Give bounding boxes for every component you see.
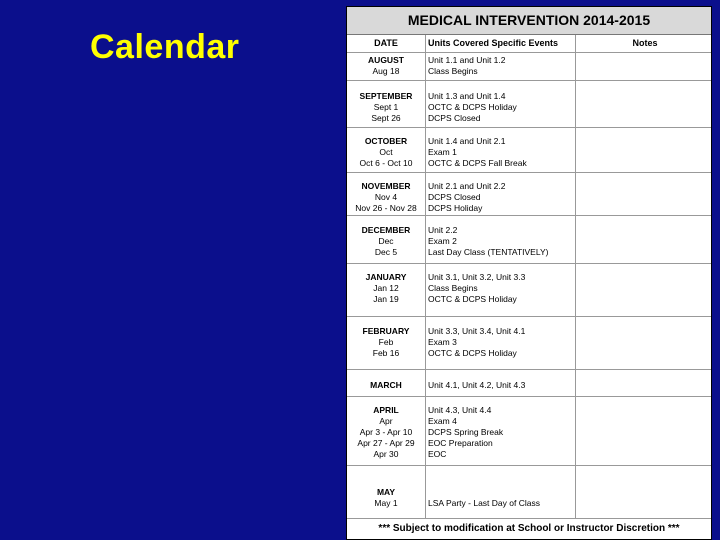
unit-event-cell: OCTC & DCPS Fall Break <box>428 158 527 168</box>
slide-title: Calendar <box>90 28 240 66</box>
unit-event-cell: Class Begins <box>428 283 478 293</box>
header-divider <box>347 52 711 53</box>
unit-event-cell: Class Begins <box>428 66 478 76</box>
date-cell: Apr <box>379 416 393 426</box>
date-cell: Apr 27 - Apr 29 <box>357 438 415 448</box>
month-label: MAY <box>376 487 396 497</box>
disclaimer-footer: *** Subject to modification at School or Instructor Discretion *** <box>347 518 711 539</box>
unit-event-cell: Exam 2 <box>428 236 457 246</box>
date-cell: Nov 4 <box>374 192 398 202</box>
date-cell: Feb 16 <box>372 348 400 358</box>
unit-event-cell: Last Day Class (TENTATIVELY) <box>428 247 549 257</box>
unit-event-cell: Unit 1.3 and Unit 1.4 <box>428 91 506 101</box>
date-cell: Jan 12 <box>373 283 399 293</box>
date-cell: Oct <box>379 147 393 157</box>
calendar-document <box>346 6 712 540</box>
unit-event-cell: EOC <box>428 449 447 459</box>
date-cell: Apr 3 - Apr 10 <box>359 427 413 437</box>
unit-event-cell: DCPS Holiday <box>428 203 483 213</box>
month-divider <box>347 465 711 466</box>
unit-event-cell: LSA Party - Last Day of Class <box>428 498 540 508</box>
unit-event-cell: Exam 1 <box>428 147 457 157</box>
unit-event-cell: Exam 3 <box>428 337 457 347</box>
month-divider <box>347 80 711 81</box>
month-label: APRIL <box>373 405 399 415</box>
unit-event-cell: Unit 2.2 <box>428 225 458 235</box>
date-cell: Nov 26 - Nov 28 <box>355 203 417 213</box>
month-label: OCTOBER <box>364 136 408 146</box>
unit-event-cell: Unit 3.1, Unit 3.2, Unit 3.3 <box>428 272 526 282</box>
month-label: SEPTEMBER <box>359 91 413 101</box>
date-cell: Sept 1 <box>373 102 399 112</box>
unit-event-cell: DCPS Closed <box>428 192 481 202</box>
date-cell: Oct 6 - Oct 10 <box>359 158 413 168</box>
date-cell: Dec 5 <box>374 247 398 257</box>
unit-event-cell: Exam 4 <box>428 416 457 426</box>
document-title: MEDICAL INTERVENTION 2014-2015 <box>347 7 711 35</box>
unit-event-cell: DCPS Spring Break <box>428 427 504 437</box>
unit-event-cell: Unit 1.4 and Unit 2.1 <box>428 136 506 146</box>
month-label: AUGUST <box>368 55 404 65</box>
month-divider <box>347 316 711 317</box>
date-cell: Feb <box>378 337 394 347</box>
month-label: JANUARY <box>365 272 407 282</box>
date-cell: Aug 18 <box>372 66 400 76</box>
unit-event-cell: Unit 4.3, Unit 4.4 <box>428 405 492 415</box>
date-cell: Dec <box>378 236 394 246</box>
notes-column-header: Notes <box>632 38 658 48</box>
month-divider <box>347 127 711 128</box>
column-divider <box>425 35 426 519</box>
date-cell: Apr 30 <box>373 449 399 459</box>
month-divider <box>347 396 711 397</box>
unit-event-cell: OCTC & DCPS Holiday <box>428 348 517 358</box>
unit-event-cell: Unit 2.1 and Unit 2.2 <box>428 181 506 191</box>
month-label: NOVEMBER <box>361 181 411 191</box>
unit-event-cell: DCPS Closed <box>428 113 481 123</box>
unit-event-cell: Unit 3.3, Unit 3.4, Unit 4.1 <box>428 326 526 336</box>
date-cell: Jan 19 <box>373 294 399 304</box>
unit-event-cell: OCTC & DCPS Holiday <box>428 102 517 112</box>
month-label: DECEMBER <box>361 225 411 235</box>
date-cell: May 1 <box>374 498 398 508</box>
month-divider <box>347 263 711 264</box>
month-divider <box>347 172 711 173</box>
unit-event-cell: OCTC & DCPS Holiday <box>428 294 517 304</box>
month-label: MARCH <box>370 380 402 390</box>
month-divider <box>347 215 711 216</box>
date-cell: Sept 26 <box>371 113 401 123</box>
unit-event-cell: Unit 4.1, Unit 4.2, Unit 4.3 <box>428 380 526 390</box>
unit-event-cell: Unit 1.1 and Unit 1.2 <box>428 55 506 65</box>
date-column-header: DATE <box>374 38 398 48</box>
month-divider <box>347 369 711 370</box>
month-label: FEBRUARY <box>362 326 410 336</box>
units-column-header: Units Covered Specific Events <box>428 38 559 48</box>
unit-event-cell: EOC Preparation <box>428 438 493 448</box>
